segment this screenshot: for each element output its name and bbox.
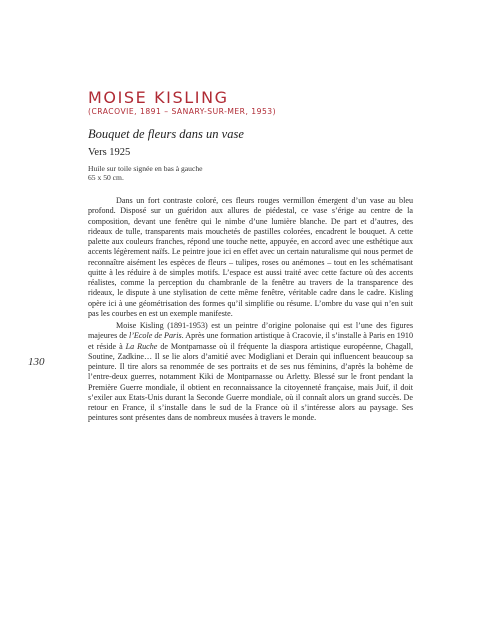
artist-lifespan: (CRACOVIE, 1891 – SANARY-SUR-MER, 1953) [88, 107, 277, 116]
description-paragraph: Dans un fort contraste coloré, ces fleurs rouges vermillon émergent d’un vase au bleu profond. Disposé sur un guéridon aux allures de piédestal, ce vase s’érige au centre de la composition, devant une fenêtre qui le nimbe d’une lumière blanche. De part et d’autres, des rideaux de tulle, transparents mais mouchetés de pastilles colorées, encadrent le bouquet. A cette palette aux couleurs franches, répond une touche nette, appuyée, en accord avec une esthétique aux accents légèrement naïfs. Le peintre joue ici en effet avec un certain naturalisme qui nous permet de reconnaître aisément les espèces de fleurs – tulipes, roses ou anémones – tout en les schématisant quitte à les réduire à de simples motifs. L’espace est aussi traité avec cette facture où des accents réalistes, comme la perception du chambranle de la fenêtre au travers de la transparence des rideaux, le dispute à une stylisation de cette même fenêtre, véritable cadre dans le cadre. Kisling opère ici à une géométrisation des formes qu’il simplifie ou résume. L’ombre du vase qui n’en suit pas les courbes en est un exemple manifeste. [88, 196, 413, 318]
artwork-dimensions: 65 x 50 cm. [88, 173, 124, 182]
school-name: l’Ecole de Paris [128, 331, 182, 341]
artwork-title: Bouquet de fleurs dans un vase [88, 127, 244, 141]
bio-text: Moise Kisling (1891-1953) est un peintre d’origine polonaise qui est l’une des figures majeures de [88, 321, 413, 341]
page-number: 130 [28, 356, 45, 368]
biography-paragraph [88, 321, 413, 424]
artwork-medium: Huile sur toile signée en bas à gauche [88, 164, 203, 173]
bio-text: de Montparnasse où il fréquente la diaspora artistique européenne, Chagall, Soutine, Zadkine… Il se lie alors d’amitié avec Modigliani et Derain qui influencent beaucoup sa peinture. Il tire alors sa renommée de ses portraits et de ses nus féminins, d’après la bohème de l’entre-deux guerres, notamment Kiki de Montparnasse ou Arletty. Blessé sur le front pendant la Première Guerre mondiale, il obtient en reconnaissance la citoyenneté française, mais Juif, il doit s’exiler aux Etats-Unis durant la Seconde Guerre mondiale, où il connaît alors un grand succès. De retour en France, il s’installe dans le sud de la France où il s’intéresse alors au paysage. Ses peintures sont présentes dans de nombreux musées à travers le monde. [88, 341, 413, 423]
bio-text: . Après une formation artistique à Cracovie, il s’installe à Paris en 1910 et réside à [88, 331, 413, 351]
residence-name: La Ruche [125, 341, 158, 351]
artwork-date: Vers 1925 [88, 147, 131, 158]
description-text [88, 196, 413, 426]
artist-name: MOISE KISLING [88, 88, 229, 107]
